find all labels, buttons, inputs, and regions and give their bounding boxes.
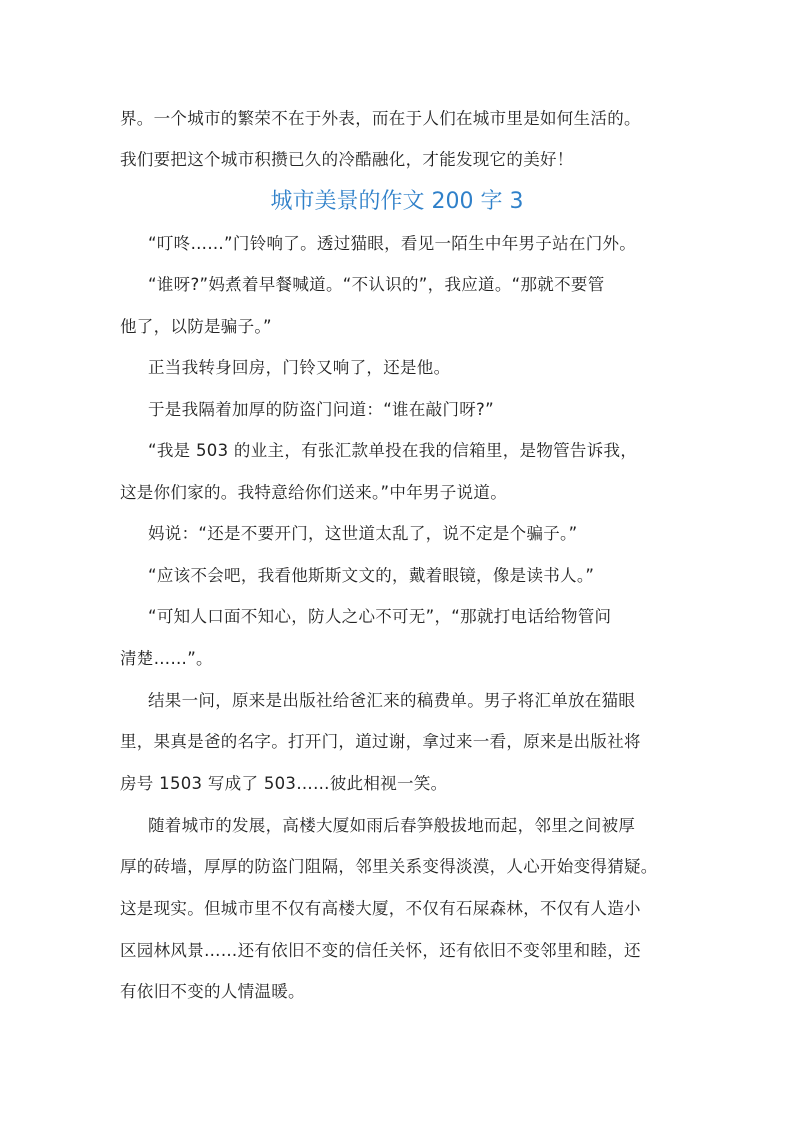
paragraph-line: “可知人口面不知心，防人之心不可无”，“那就打电话给物管问	[148, 607, 612, 626]
paragraph-line: 正当我转身回房，门铃又响了，还是他。	[148, 358, 451, 377]
paragraph-line: 随着城市的发展，高楼大厦如雨后春笋般拔地而起，邻里之间被厚	[148, 816, 636, 835]
paragraph-line: “谁呀?”妈煮着早餐喊道。“不认识的”，我应道。“那就不要管	[148, 275, 605, 294]
paragraph-line: 这是现实。但城市里不仅有高楼大厦，不仅有石屎森林，不仅有人造小	[120, 899, 641, 918]
paragraph-line: 清楚……”。	[120, 649, 213, 668]
paragraph-line: 厚的砖墙，厚厚的防盗门阻隔，邻里关系变得淡漠，人心开始变得猜疑。	[120, 857, 658, 876]
section-heading: 城市美景的作文 200 字 3	[270, 189, 524, 214]
paragraph-line: 这是你们家的。我特意给你们送来。”中年男子说道。	[120, 483, 507, 502]
paragraph-line: 有依旧不变的人情温暖。	[120, 982, 305, 1001]
paragraph-line: 他了，以防是骗子。”	[120, 317, 272, 336]
paragraph-line: 房号 1503 写成了 503……彼此相视一笑。	[120, 774, 448, 793]
paragraph-line: 里，果真是爸的名字。打开门，道过谢，拿过来一看，原来是出版社将	[120, 732, 641, 751]
paragraph-line: 界。一个城市的繁荣不在于外表，而在于人们在城市里是如何生活的。	[120, 109, 641, 128]
paragraph-line: 妈说：“还是不要开门，这世道太乱了，说不定是个骗子。”	[148, 524, 578, 543]
paragraph-line: 我们要把这个城市积攒已久的冷酷融化，才能发现它的美好！	[120, 150, 574, 169]
paragraph-line: 区园林风景……还有依旧不变的信任关怀，还有依旧不变邻里和睦，还	[120, 941, 641, 960]
paragraph-line: “我是 503 的业主，有张汇款单投在我的信箱里，是物管告诉我，	[148, 441, 638, 460]
paragraph-line: “应该不会吧，我看他斯斯文文的，戴着眼镜，像是读书人。”	[148, 566, 595, 585]
paragraph-line: 结果一问，原来是出版社给爸汇来的稿费单。男子将汇单放在猫眼	[148, 691, 636, 710]
paragraph-line: 于是我隔着加厚的防盗门问道：“谁在敲门呀?”	[148, 400, 494, 419]
paragraph-line: “叮咚……”门铃响了。透过猫眼，看见一陌生中年男子站在门外。	[148, 234, 637, 253]
